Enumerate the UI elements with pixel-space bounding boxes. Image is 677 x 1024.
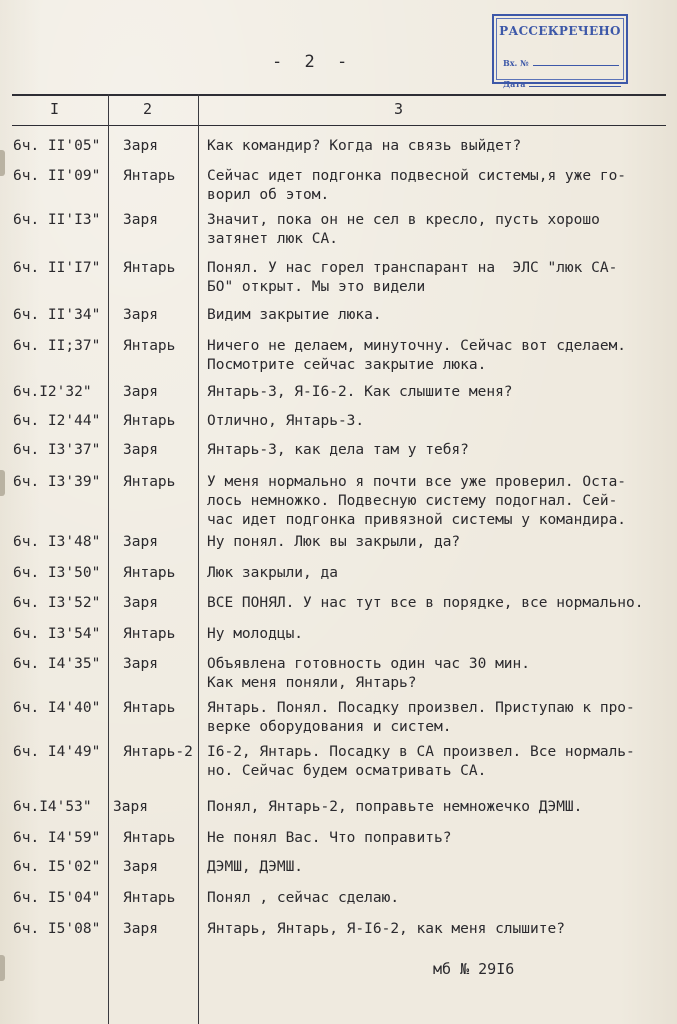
row-speaker: Янтарь	[123, 413, 176, 429]
column-header-speaker: 2	[143, 100, 153, 118]
stamp-incoming-number: Вх. №	[503, 58, 619, 68]
table-header-rule	[12, 125, 666, 126]
row-time: 6ч. I3'52"	[13, 595, 101, 611]
row-speaker: Янтарь-2	[123, 744, 193, 760]
row-speaker: Заря	[113, 799, 148, 815]
row-time: 6ч. I3'50"	[13, 565, 101, 581]
row-speaker: Заря	[123, 595, 158, 611]
row-text: Отлично, Янтарь-3.	[207, 413, 365, 429]
row-time: 6ч. I4'40"	[13, 700, 101, 716]
column-header-text: 3	[394, 100, 404, 118]
row-speaker: Заря	[123, 212, 158, 228]
row-time: 6ч.I4'53"	[13, 799, 92, 815]
row-time: 6ч. I4'35"	[13, 656, 101, 672]
row-time: 6ч. I2'44"	[13, 413, 101, 429]
row-time: 6ч. II'09"	[13, 168, 101, 184]
stamp-title: РАССЕКРЕЧЕНО	[499, 24, 621, 38]
page-number: - 2 -	[272, 52, 354, 72]
binder-hole	[0, 470, 5, 496]
row-text: Янтарь. Понял. Посадку произвел. Приступаю к про- верке оборудования и систем.	[207, 700, 635, 735]
row-text: Янтарь-3, Я-I6-2. Как слышите меня?	[207, 384, 513, 400]
row-time: 6ч. II'34"	[13, 307, 101, 323]
row-speaker: Янтарь	[123, 565, 176, 581]
row-text: I6-2, Янтарь. Посадку в СА произвел. Все нормаль- но. Сейчас будем осматривать СА.	[207, 744, 635, 779]
row-text: Понял , сейчас сделаю.	[207, 890, 400, 906]
row-text: Янтарь-3, как дела там у тебя?	[207, 442, 469, 458]
binder-hole	[0, 955, 5, 981]
row-text: Понял. У нас горел транспарант на ЭЛС "люк СА- БО" открыт. Мы это видели	[207, 260, 618, 295]
row-text: Объявлена готовность один час 30 мин. Как меня поняли, Янтарь?	[207, 656, 531, 691]
row-text: ДЭМШ, ДЭМШ.	[207, 859, 304, 875]
row-time: 6ч. II'I3"	[13, 212, 101, 228]
row-time: 6ч. I3'48"	[13, 534, 101, 550]
row-speaker: Заря	[123, 384, 158, 400]
row-text: Люк закрыли, да	[207, 565, 338, 581]
row-speaker: Янтарь	[123, 700, 176, 716]
row-text: Как командир? Когда на связь выйдет?	[207, 138, 522, 154]
row-text: Ну понял. Люк вы закрыли, да?	[207, 534, 461, 550]
row-time: 6ч. I4'49"	[13, 744, 101, 760]
row-text: Янтарь, Янтарь, Я-I6-2, как меня слышите?	[207, 921, 565, 937]
row-speaker: Заря	[123, 859, 158, 875]
binder-hole	[0, 150, 5, 176]
row-speaker: Заря	[123, 534, 158, 550]
row-speaker: Заря	[123, 921, 158, 937]
row-speaker: Янтарь	[123, 168, 176, 184]
row-text: Сейчас идет подгонка подвесной системы,я уже го- ворил об этом.	[207, 168, 627, 203]
table-top-rule	[12, 94, 666, 96]
row-text: Видим закрытие люка.	[207, 307, 382, 323]
row-speaker: Янтарь	[123, 260, 176, 276]
row-time: 6ч.I2'32"	[13, 384, 92, 400]
row-time: 6ч. I3'37"	[13, 442, 101, 458]
column-header-time: I	[50, 100, 60, 118]
row-text: Понял, Янтарь-2, поправьте немножечко ДЭМШ.	[207, 799, 583, 815]
row-text: Не понял Вас. Что поправить?	[207, 830, 452, 846]
row-text: Ну молодцы.	[207, 626, 304, 642]
row-speaker: Заря	[123, 138, 158, 154]
row-time: 6ч. I5'08"	[13, 921, 101, 937]
row-speaker: Янтарь	[123, 890, 176, 906]
row-text: ВСЕ ПОНЯЛ. У нас тут все в порядке, все нормально.	[207, 595, 644, 611]
row-time: 6ч. I3'39"	[13, 474, 101, 490]
row-speaker: Янтарь	[123, 626, 176, 642]
stamp-date: Дата	[503, 79, 621, 89]
row-speaker: Заря	[123, 307, 158, 323]
row-speaker: Заря	[123, 442, 158, 458]
row-time: 6ч. II;37"	[13, 338, 101, 354]
row-speaker: Янтарь	[123, 338, 176, 354]
row-time: 6ч. I4'59"	[13, 830, 101, 846]
column-divider-1	[108, 94, 109, 1024]
column-divider-2	[198, 94, 199, 1024]
row-text: У меня нормально я почти все уже проверил. Оста- лось немножко. Подвесную систему подогнал. Сей- час идет подгонка привязной системы у командира.	[207, 474, 627, 528]
row-speaker: Заря	[123, 656, 158, 672]
row-text: Ничего не делаем, минуточну. Сейчас вот сделаем. Посмотрите сейчас закрытие люка.	[207, 338, 627, 373]
row-time: 6ч. II'I7"	[13, 260, 101, 276]
row-time: 6ч. II'05"	[13, 138, 101, 154]
document-number: мб № 29I6	[433, 960, 515, 978]
row-time: 6ч. I5'02"	[13, 859, 101, 875]
row-time: 6ч. I5'04"	[13, 890, 101, 906]
row-time: 6ч. I3'54"	[13, 626, 101, 642]
declassified-stamp	[492, 14, 628, 89]
row-speaker: Янтарь	[123, 474, 176, 490]
row-speaker: Янтарь	[123, 830, 176, 846]
row-text: Значит, пока он не сел в кресло, пусть хорошо затянет люк СА.	[207, 212, 600, 247]
